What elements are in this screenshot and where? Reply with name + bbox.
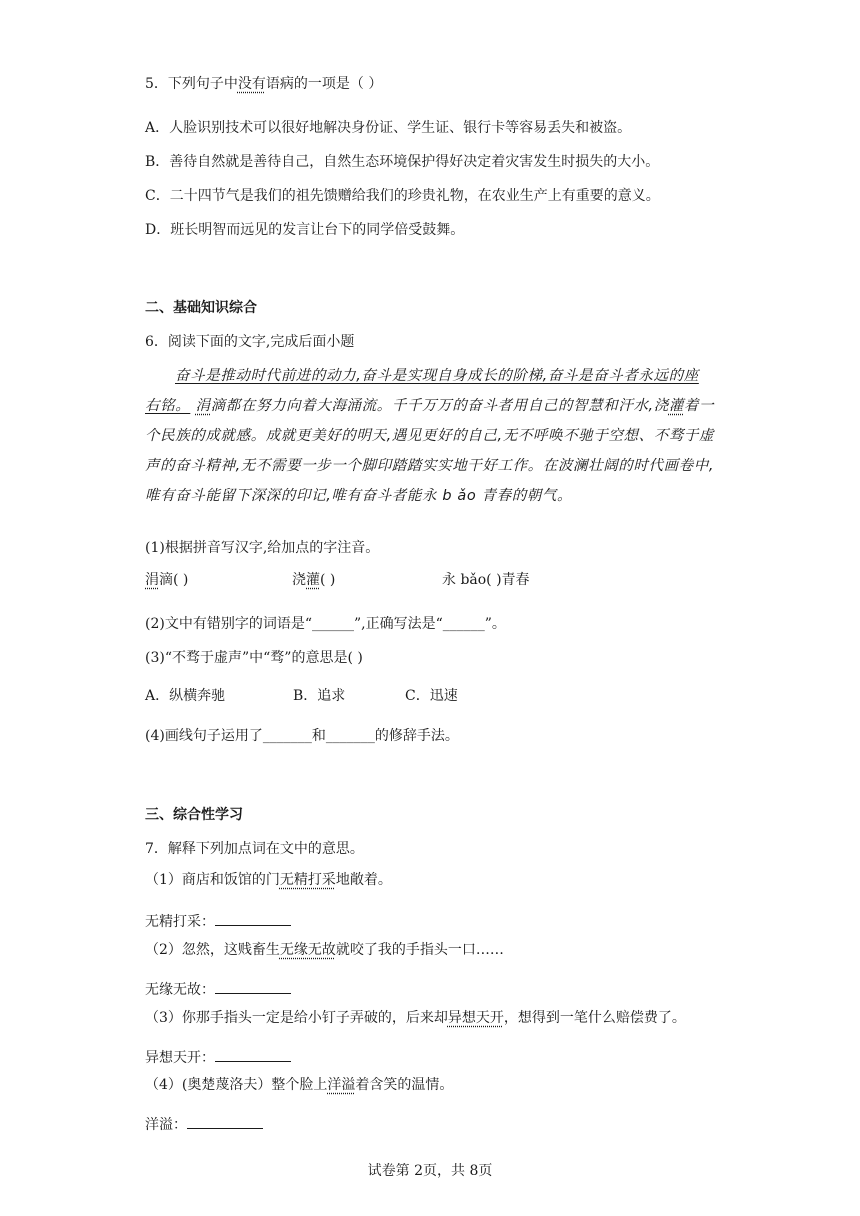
q7-answer-1: 无精打采： xyxy=(145,911,291,932)
q6-sub3-option-c: C．迅速 xyxy=(405,688,458,704)
passage-line-5: 唯有奋斗能留下深深的印记,唯有奋斗者能永 b ǎo 青春的朝气。 xyxy=(145,488,573,504)
q5-stem: 5．下列句子中没有语病的一项是（ ） xyxy=(145,76,383,92)
q6-sub3-option-a: A．纵横奔驰 xyxy=(145,688,226,704)
q6-sub1-fill-c: 永 bǎo( )青春 xyxy=(442,572,530,588)
q5-option-b: B．善待自然就是善待自己，自然生态环境保护得好决定着灾害发生时损失的大小。 xyxy=(145,154,660,170)
answer-blank[interactable] xyxy=(215,979,291,994)
q5-option-a: A．人脸识别技术可以很好地解决身份证、学生证、银行卡等容易丢失和被盗。 xyxy=(145,120,632,136)
underlined-sentence: 奋斗是推动时代前进的动力,奋斗是实现自身成长的阶梯,奋斗是奋斗者永远的座 xyxy=(175,368,699,384)
section-3-title: 三、综合性学习 xyxy=(145,807,243,823)
passage-line-4: 声的奋斗精神,无不需要一步一个脚印踏踏实实地干好工作。在波澜壮阔的时代画卷中, xyxy=(145,458,715,474)
page-footer: 试卷第 2页，共 8页 xyxy=(367,1163,493,1179)
q6-sub3: (3)“不骛于虚声”中“骛”的意思是( ) xyxy=(145,650,363,666)
q6-sub4: (4)画线句子运用了_______和_______的修辞手法。 xyxy=(145,728,459,744)
q6-sub1-fill-a: 涓滴( ) xyxy=(145,572,189,588)
q6-sub1-fill-b: 浇灌( ) xyxy=(292,572,336,588)
answer-blank[interactable] xyxy=(215,911,291,926)
section-2-title: 二、基础知识综合 xyxy=(145,300,257,316)
dotted-word: 没有 xyxy=(237,76,266,92)
q7-item-1: （1）商店和饭馆的门无精打采地敞着。 xyxy=(145,872,392,888)
q6-stem: 6．阅读下面的文字,完成后面小题 xyxy=(145,334,355,350)
dotted-word: 异想天开 xyxy=(447,1010,504,1026)
passage-line-3: 个民族的成就感。成就更美好的明天,遇见更好的自己,无不呼唤不驰于空想、不骛于虚 xyxy=(145,428,715,444)
reading-passage xyxy=(145,361,715,511)
answer-blank[interactable] xyxy=(187,1114,263,1129)
passage-line-2: 右铭。 涓滴都在努力向着大海涌流。千千万万的奋斗者用自己的智慧和汗水,浇灌着一 xyxy=(145,398,715,414)
dotted-word: 洋溢 xyxy=(327,1077,356,1093)
q7-item-4: （4）(奥楚蔑洛夫）整个脸上洋溢着含笑的温情。 xyxy=(145,1077,454,1093)
q7-answer-3: 异想天开： xyxy=(145,1047,291,1068)
q7-item-2: （2）忽然，这贱畜生无缘无故就咬了我的手指头一口…… xyxy=(145,942,504,958)
answer-blank[interactable] xyxy=(215,1047,291,1062)
q5-option-c: C．二十四节气是我们的祖先馈赠给我们的珍贵礼物，在农业生产上有重要的意义。 xyxy=(145,188,660,204)
dotted-word: 无精打采 xyxy=(279,872,336,888)
q6-sub2: (2)文中有错别字的词语是“______”,正确写法是“______”。 xyxy=(145,616,506,632)
passage-line-1 xyxy=(145,361,715,391)
q7-stem: 7．解释下列加点词在文中的意思。 xyxy=(145,841,364,857)
q5-option-d: D．班长明智而远见的发言让台下的同学倍受鼓舞。 xyxy=(145,222,465,238)
q7-answer-4: 洋溢： xyxy=(145,1114,263,1135)
q6-sub3-options xyxy=(145,686,458,706)
q6-sub3-option-b: B．追求 xyxy=(293,688,346,704)
dotted-word: 无缘无故 xyxy=(279,942,336,958)
q7-answer-2: 无缘无故： xyxy=(145,979,291,1000)
q7-item-3: （3）你那手指头一定是给小钉子弄破的，后来却异想天开，想得到一笔什么赔偿费了。 xyxy=(145,1010,686,1026)
q6-sub1: (1)根据拼音写汉字,给加点的字注音。 xyxy=(145,540,380,556)
